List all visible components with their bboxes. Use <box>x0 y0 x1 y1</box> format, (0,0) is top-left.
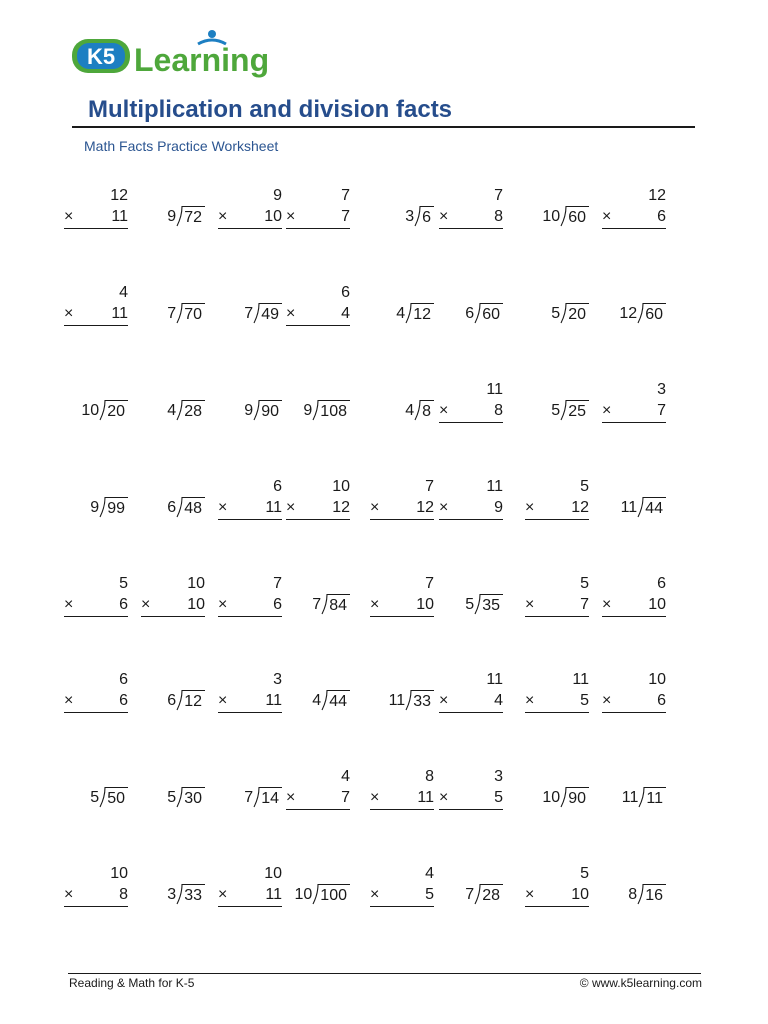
division-problem <box>182 303 282 325</box>
division-problem <box>334 400 434 422</box>
divisor: 11 <box>388 692 406 709</box>
multiplicand: 5 <box>580 478 589 495</box>
dividend: 8 <box>421 400 434 422</box>
multiplicand: 5 <box>119 575 128 592</box>
multiplicand: 7 <box>425 478 434 495</box>
multiplier: 10 <box>416 596 434 613</box>
long-division-bracket <box>474 884 481 905</box>
long-division-bracket <box>638 787 645 808</box>
multiply-sign: × <box>64 886 74 903</box>
multiplier: 7 <box>580 596 589 613</box>
multiply-sign: × <box>370 499 380 516</box>
dividend: 16 <box>644 884 666 906</box>
multiply-sign: × <box>439 499 449 516</box>
division-problem <box>566 787 666 809</box>
divisor: 9 <box>167 208 177 225</box>
multiply-sign: × <box>218 886 228 903</box>
division-problem <box>403 884 503 906</box>
long-division-bracket <box>176 690 183 711</box>
division-problem <box>105 690 205 712</box>
multiplier: 5 <box>580 692 589 709</box>
dividend: 60 <box>567 206 589 228</box>
long-division-bracket <box>560 206 567 227</box>
multiply-sign: × <box>64 596 74 613</box>
multiplier: 12 <box>571 499 589 516</box>
multiplier: 4 <box>494 692 503 709</box>
multiply-sign: × <box>525 886 535 903</box>
multiplication-problem <box>141 574 205 617</box>
multiplication-problem <box>439 670 503 713</box>
divisor: 10 <box>294 886 313 903</box>
multiplier-line <box>439 497 503 520</box>
long-division-bracket <box>414 400 421 421</box>
multiplicand: 11 <box>486 381 503 398</box>
dividend: 12 <box>412 303 434 325</box>
long-division-bracket <box>474 594 481 615</box>
multiply-sign: × <box>64 692 74 709</box>
multiplication-problem <box>370 767 434 810</box>
multiplication-problem <box>439 477 503 520</box>
worksheet-subtitle: Math Facts Practice Worksheet <box>84 138 279 154</box>
divisor: 5 <box>551 305 561 322</box>
multiplier: 9 <box>494 499 503 516</box>
multiply-sign: × <box>64 305 74 322</box>
multiply-sign: × <box>370 886 380 903</box>
multiplier: 11 <box>111 305 128 322</box>
division-problem <box>250 594 350 616</box>
multiplier: 5 <box>494 789 503 806</box>
multiplier-line <box>370 497 434 520</box>
dividend: 28 <box>481 884 503 906</box>
divisor: 9 <box>244 402 254 419</box>
multiplier: 7 <box>341 208 350 225</box>
multiplier-line <box>602 400 666 423</box>
divisor: 12 <box>619 305 638 322</box>
multiplicand: 7 <box>341 187 350 204</box>
multiplier-line <box>602 594 666 617</box>
division-problem <box>566 303 666 325</box>
long-division-bracket <box>474 303 481 324</box>
multiplier-line <box>141 594 205 617</box>
divisor: 6 <box>465 305 475 322</box>
dividend: 28 <box>183 400 205 422</box>
long-division-bracket <box>253 303 260 324</box>
long-division-bracket <box>321 594 328 615</box>
multiply-sign: × <box>525 692 535 709</box>
multiplier: 8 <box>494 208 503 225</box>
multiply-sign: × <box>218 499 228 516</box>
multiplier: 6 <box>119 596 128 613</box>
division-problem <box>105 206 205 228</box>
multiplication-problem <box>602 670 666 713</box>
multiply-sign: × <box>218 692 228 709</box>
multiplicand: 6 <box>119 671 128 688</box>
division-problem <box>105 497 205 519</box>
divisor: 7 <box>312 596 322 613</box>
dividend: 35 <box>481 594 503 616</box>
multiplicand: 11 <box>572 671 589 688</box>
multiplicand: 10 <box>332 478 350 495</box>
multiplication-problem <box>218 186 282 229</box>
divisor: 10 <box>542 208 561 225</box>
divisor: 3 <box>405 208 415 225</box>
multiplication-problem <box>525 574 589 617</box>
dividend: 6 <box>421 206 434 228</box>
multiplicand: 4 <box>341 768 350 785</box>
division-problem <box>489 206 589 228</box>
multiplier: 6 <box>657 208 666 225</box>
long-division-bracket <box>321 690 328 711</box>
multiplicand: 10 <box>648 671 666 688</box>
division-problem <box>334 206 434 228</box>
long-division-bracket <box>176 206 183 227</box>
logo-wordmark: Learning <box>134 42 270 78</box>
divisor: 11 <box>621 789 639 806</box>
multiply-sign: × <box>602 208 612 225</box>
multiplier: 6 <box>119 692 128 709</box>
multiply-sign: × <box>218 596 228 613</box>
multiplier: 10 <box>648 596 666 613</box>
divisor: 7 <box>244 789 254 806</box>
multiply-sign: × <box>218 208 228 225</box>
multiply-sign: × <box>286 789 296 806</box>
division-problem <box>566 884 666 906</box>
dividend: 50 <box>106 787 128 809</box>
multiplication-problem <box>525 670 589 713</box>
multiplier: 10 <box>187 596 205 613</box>
multiply-sign: × <box>602 402 612 419</box>
dividend: 60 <box>644 303 666 325</box>
multiplier: 12 <box>332 499 350 516</box>
dividend: 20 <box>106 400 128 422</box>
multiplicand: 5 <box>580 575 589 592</box>
multiplicand: 6 <box>657 575 666 592</box>
multiply-sign: × <box>64 208 74 225</box>
multiplicand: 7 <box>494 187 503 204</box>
divisor: 6 <box>167 692 177 709</box>
multiplicand: 10 <box>110 865 128 882</box>
multiplicand: 12 <box>648 187 666 204</box>
multiply-sign: × <box>141 596 151 613</box>
dividend: 108 <box>319 400 350 422</box>
long-division-bracket <box>637 303 644 324</box>
multiplication-problem <box>602 574 666 617</box>
multiplicand: 6 <box>273 478 282 495</box>
long-division-bracket <box>637 884 644 905</box>
division-problem <box>566 497 666 519</box>
multiplier: 7 <box>657 402 666 419</box>
multiply-sign: × <box>370 596 380 613</box>
multiplier-line <box>602 690 666 713</box>
multiply-sign: × <box>602 596 612 613</box>
multiplier: 10 <box>264 208 282 225</box>
multiplier: 11 <box>265 692 282 709</box>
divisor: 8 <box>628 886 638 903</box>
divisor: 5 <box>551 402 561 419</box>
long-division-bracket <box>414 206 421 227</box>
dividend: 25 <box>567 400 589 422</box>
footer-website: © www.k5learning.com <box>579 976 702 990</box>
divisor: 7 <box>465 886 475 903</box>
long-division-bracket <box>405 690 412 711</box>
dividend: 84 <box>328 594 350 616</box>
multiplication-problem <box>602 380 666 423</box>
dividend: 44 <box>328 690 350 712</box>
divisor: 4 <box>396 305 406 322</box>
divisor: 5 <box>465 596 475 613</box>
multiplication-problem <box>370 477 434 520</box>
multiplier-line <box>525 690 589 713</box>
dividend: 30 <box>183 787 205 809</box>
dividend: 60 <box>481 303 503 325</box>
multiplier: 6 <box>657 692 666 709</box>
multiplier: 5 <box>425 886 434 903</box>
divisor: 9 <box>90 499 100 516</box>
division-problem <box>489 400 589 422</box>
division-problem <box>403 594 503 616</box>
dividend: 14 <box>260 787 282 809</box>
dividend: 48 <box>183 497 205 519</box>
dividend: 12 <box>183 690 205 712</box>
multiplicand: 12 <box>110 187 128 204</box>
divisor: 4 <box>167 402 177 419</box>
multiplier: 8 <box>119 886 128 903</box>
long-division-bracket <box>176 497 183 518</box>
multiplier: 8 <box>494 402 503 419</box>
multiplicand: 5 <box>580 865 589 882</box>
division-problem <box>250 884 350 906</box>
multiply-sign: × <box>370 789 380 806</box>
multiplier: 7 <box>341 789 350 806</box>
divisor: 6 <box>167 499 177 516</box>
multiply-sign: × <box>439 789 449 806</box>
dividend: 33 <box>412 690 434 712</box>
multiplier-line <box>218 497 282 520</box>
long-division-bracket <box>560 400 567 421</box>
dividend: 90 <box>260 400 282 422</box>
dividend: 70 <box>183 303 205 325</box>
long-division-bracket <box>312 884 319 905</box>
multiplier: 6 <box>273 596 282 613</box>
multiplier-line <box>439 690 503 713</box>
divisor: 4 <box>405 402 415 419</box>
long-division-bracket <box>176 884 183 905</box>
multiplier: 10 <box>571 886 589 903</box>
divisor: 7 <box>244 305 254 322</box>
multiplier: 11 <box>265 886 282 903</box>
dividend: 99 <box>106 497 128 519</box>
multiplication-problem <box>286 767 350 810</box>
divisor: 4 <box>312 692 322 709</box>
multiplicand: 4 <box>119 284 128 301</box>
multiplication-problem <box>218 477 282 520</box>
dividend: 20 <box>567 303 589 325</box>
multiply-sign: × <box>602 692 612 709</box>
multiplier: 11 <box>417 789 434 806</box>
divisor: 10 <box>81 402 100 419</box>
multiply-sign: × <box>525 499 535 516</box>
divisor: 5 <box>167 789 177 806</box>
multiplication-problem <box>602 186 666 229</box>
division-problem <box>182 787 282 809</box>
multiplier: 4 <box>341 305 350 322</box>
multiplier-line <box>370 787 434 810</box>
multiplicand: 3 <box>273 671 282 688</box>
worksheet-title: Multiplication and division facts <box>88 96 453 123</box>
long-division-bracket <box>637 497 644 518</box>
divisor: 10 <box>542 789 561 806</box>
multiplicand: 11 <box>486 671 503 688</box>
multiplicand: 9 <box>273 187 282 204</box>
multiplicand: 7 <box>425 575 434 592</box>
multiply-sign: × <box>439 208 449 225</box>
multiplicand: 3 <box>657 381 666 398</box>
multiplier: 11 <box>265 499 282 516</box>
divisor: 5 <box>90 789 100 806</box>
multiplier: 12 <box>416 499 434 516</box>
multiplier-line <box>286 497 350 520</box>
multiplier-line <box>286 787 350 810</box>
dividend: 72 <box>183 206 205 228</box>
division-problem <box>403 303 503 325</box>
multiply-sign: × <box>286 208 296 225</box>
dividend: 44 <box>644 497 666 519</box>
logo-k5-mark: K5 <box>86 44 116 69</box>
multiplicand: 6 <box>341 284 350 301</box>
multiplicand: 8 <box>425 768 434 785</box>
multiplication-problem <box>64 574 128 617</box>
multiplicand: 10 <box>187 575 205 592</box>
dividend: 49 <box>260 303 282 325</box>
dividend: 100 <box>319 884 350 906</box>
multiplicand: 11 <box>486 478 503 495</box>
multiply-sign: × <box>286 305 296 322</box>
divisor: 11 <box>620 499 638 516</box>
multiply-sign: × <box>439 402 449 419</box>
multiplicand: 3 <box>494 768 503 785</box>
multiplier-line <box>602 206 666 229</box>
footer-tagline: Reading & Math for K-5 <box>69 976 195 990</box>
divisor: 7 <box>167 305 177 322</box>
multiply-sign: × <box>525 596 535 613</box>
footer-divider <box>68 973 701 974</box>
dividend: 33 <box>183 884 205 906</box>
multiplier-line <box>218 206 282 229</box>
multiply-sign: × <box>439 692 449 709</box>
multiplier: 11 <box>111 208 128 225</box>
dividend: 90 <box>567 787 589 809</box>
multiplicand: 4 <box>425 865 434 882</box>
multiplicand: 7 <box>273 575 282 592</box>
long-division-bracket <box>253 787 260 808</box>
long-division-bracket <box>312 400 319 421</box>
division-problem <box>334 690 434 712</box>
multiplicand: 10 <box>264 865 282 882</box>
multiplier-line <box>525 594 589 617</box>
multiplication-problem <box>286 477 350 520</box>
division-problem <box>105 884 205 906</box>
multiply-sign: × <box>286 499 296 516</box>
multiplier-line <box>64 594 128 617</box>
dividend: 11 <box>645 787 666 809</box>
divisor: 3 <box>167 886 177 903</box>
divisor: 9 <box>303 402 313 419</box>
